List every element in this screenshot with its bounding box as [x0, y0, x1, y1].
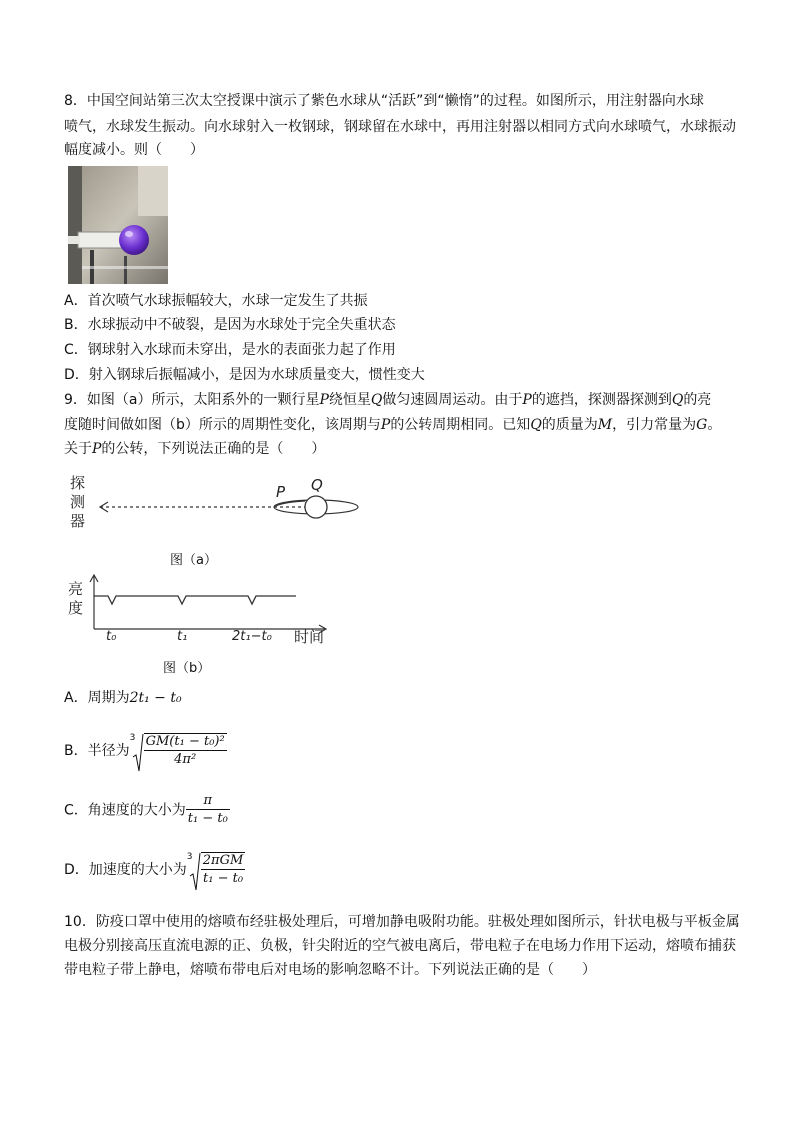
q8-option-b: B．水球振动中不破裂，是因为水球处于完全失重状态 — [64, 317, 396, 333]
q9-stem-line-3: 关于P的公转，下列说法正确的是（ ） — [64, 441, 326, 457]
tick-t0: t₀ — [106, 629, 117, 644]
tick-2t1-t0: 2t₁−t₀ — [232, 629, 272, 644]
q9-stem-line-2: 度随时间做如图（b）所示的周期性变化，该周期与P的公转周期相同。已知Q的质量为M，引力常量为G。 — [64, 417, 722, 433]
detector-label-3: 器 — [70, 512, 86, 530]
figure-b-graph — [64, 572, 354, 648]
detector-label-1: 探 — [70, 474, 86, 492]
q10-stem-line-3: 带电粒子带上静电，熔喷布带电后对电场的影响忽略不计。下列说法正确的是（ ） — [64, 962, 596, 978]
detector-label-2: 测 — [70, 493, 86, 511]
q9-option-b: B．半径为 3 $\frac{\text{GM(t₁ − t₀)²}}{\text{4π²}}$ — [64, 733, 227, 767]
q10-stem-line-1: 10．防疫口罩中使用的熔喷布经驻极处理后，可增加静电吸附功能。驻极处理如图所示，针状电极与平板金属 — [64, 914, 740, 930]
q8-option-c: C．钢球射入水球而未穿出，是水的表面张力起了作用 — [64, 342, 396, 358]
q9-option-d: D．加速度的大小为 3 $\frac{\text{2πGM}}{\text{t₁ − t₀}}$ — [64, 852, 245, 886]
star-q-label: Q — [311, 476, 323, 494]
q8-option-a: A．首次喷气水球振幅较大，水球一定发生了共振 — [64, 293, 368, 309]
figure-a-diagram — [64, 466, 374, 530]
q8-stem-line-3: 幅度减小。则（ ） — [64, 142, 204, 158]
orbit-front — [275, 501, 305, 507]
tick-t1: t₁ — [177, 629, 188, 644]
q8-stem-line-2: 喷气，水球发生振动。向水球射入一枚钢球，钢球留在水球中，再用注射器以相同方式向水球喷气，水球振动 — [64, 119, 736, 135]
q10-stem-line-2: 电极分别接高压直流电源的正、负极，针尖附近的空气被电离后，带电粒子在电场力作用下运动，熔喷布捕获 — [64, 938, 736, 954]
radical-sign-icon — [189, 852, 201, 892]
x-axis-label: 时间 — [294, 628, 325, 646]
planet-p-label: P — [276, 483, 286, 501]
q9-stem-line-1: 9．如图（a）所示，太阳系外的一颗行星P绕恒星Q做匀速圆周运动。由于P的遮挡，探测器探测到Q的亮 — [64, 392, 712, 408]
q8-stem-line-1: 8．中国空间站第三次太空授课中演示了紫色水球从“活跃”到“懒惰”的过程。如图所示，用注射器向水球 — [64, 93, 704, 109]
water-ball-photo — [68, 166, 168, 284]
y-axis-label-2: 度 — [68, 599, 84, 617]
q9-option-a: A．周期为2t₁ − t₀ — [64, 690, 182, 706]
brightness-curve — [94, 596, 296, 604]
radical-sign-icon — [132, 733, 144, 773]
star-q — [305, 496, 327, 518]
y-axis-label-1: 亮 — [68, 580, 84, 598]
q9-option-c: C．角速度的大小为 $\frac{\pi}{\text{t₁ − t₀}}$ — [64, 793, 228, 826]
q8-option-d: D．射入钢球后振幅减小，是因为水球质量变大，惯性变大 — [64, 367, 425, 383]
figure-a-caption: 图（a） — [170, 553, 217, 568]
figure-b-caption: 图（b） — [163, 661, 211, 676]
